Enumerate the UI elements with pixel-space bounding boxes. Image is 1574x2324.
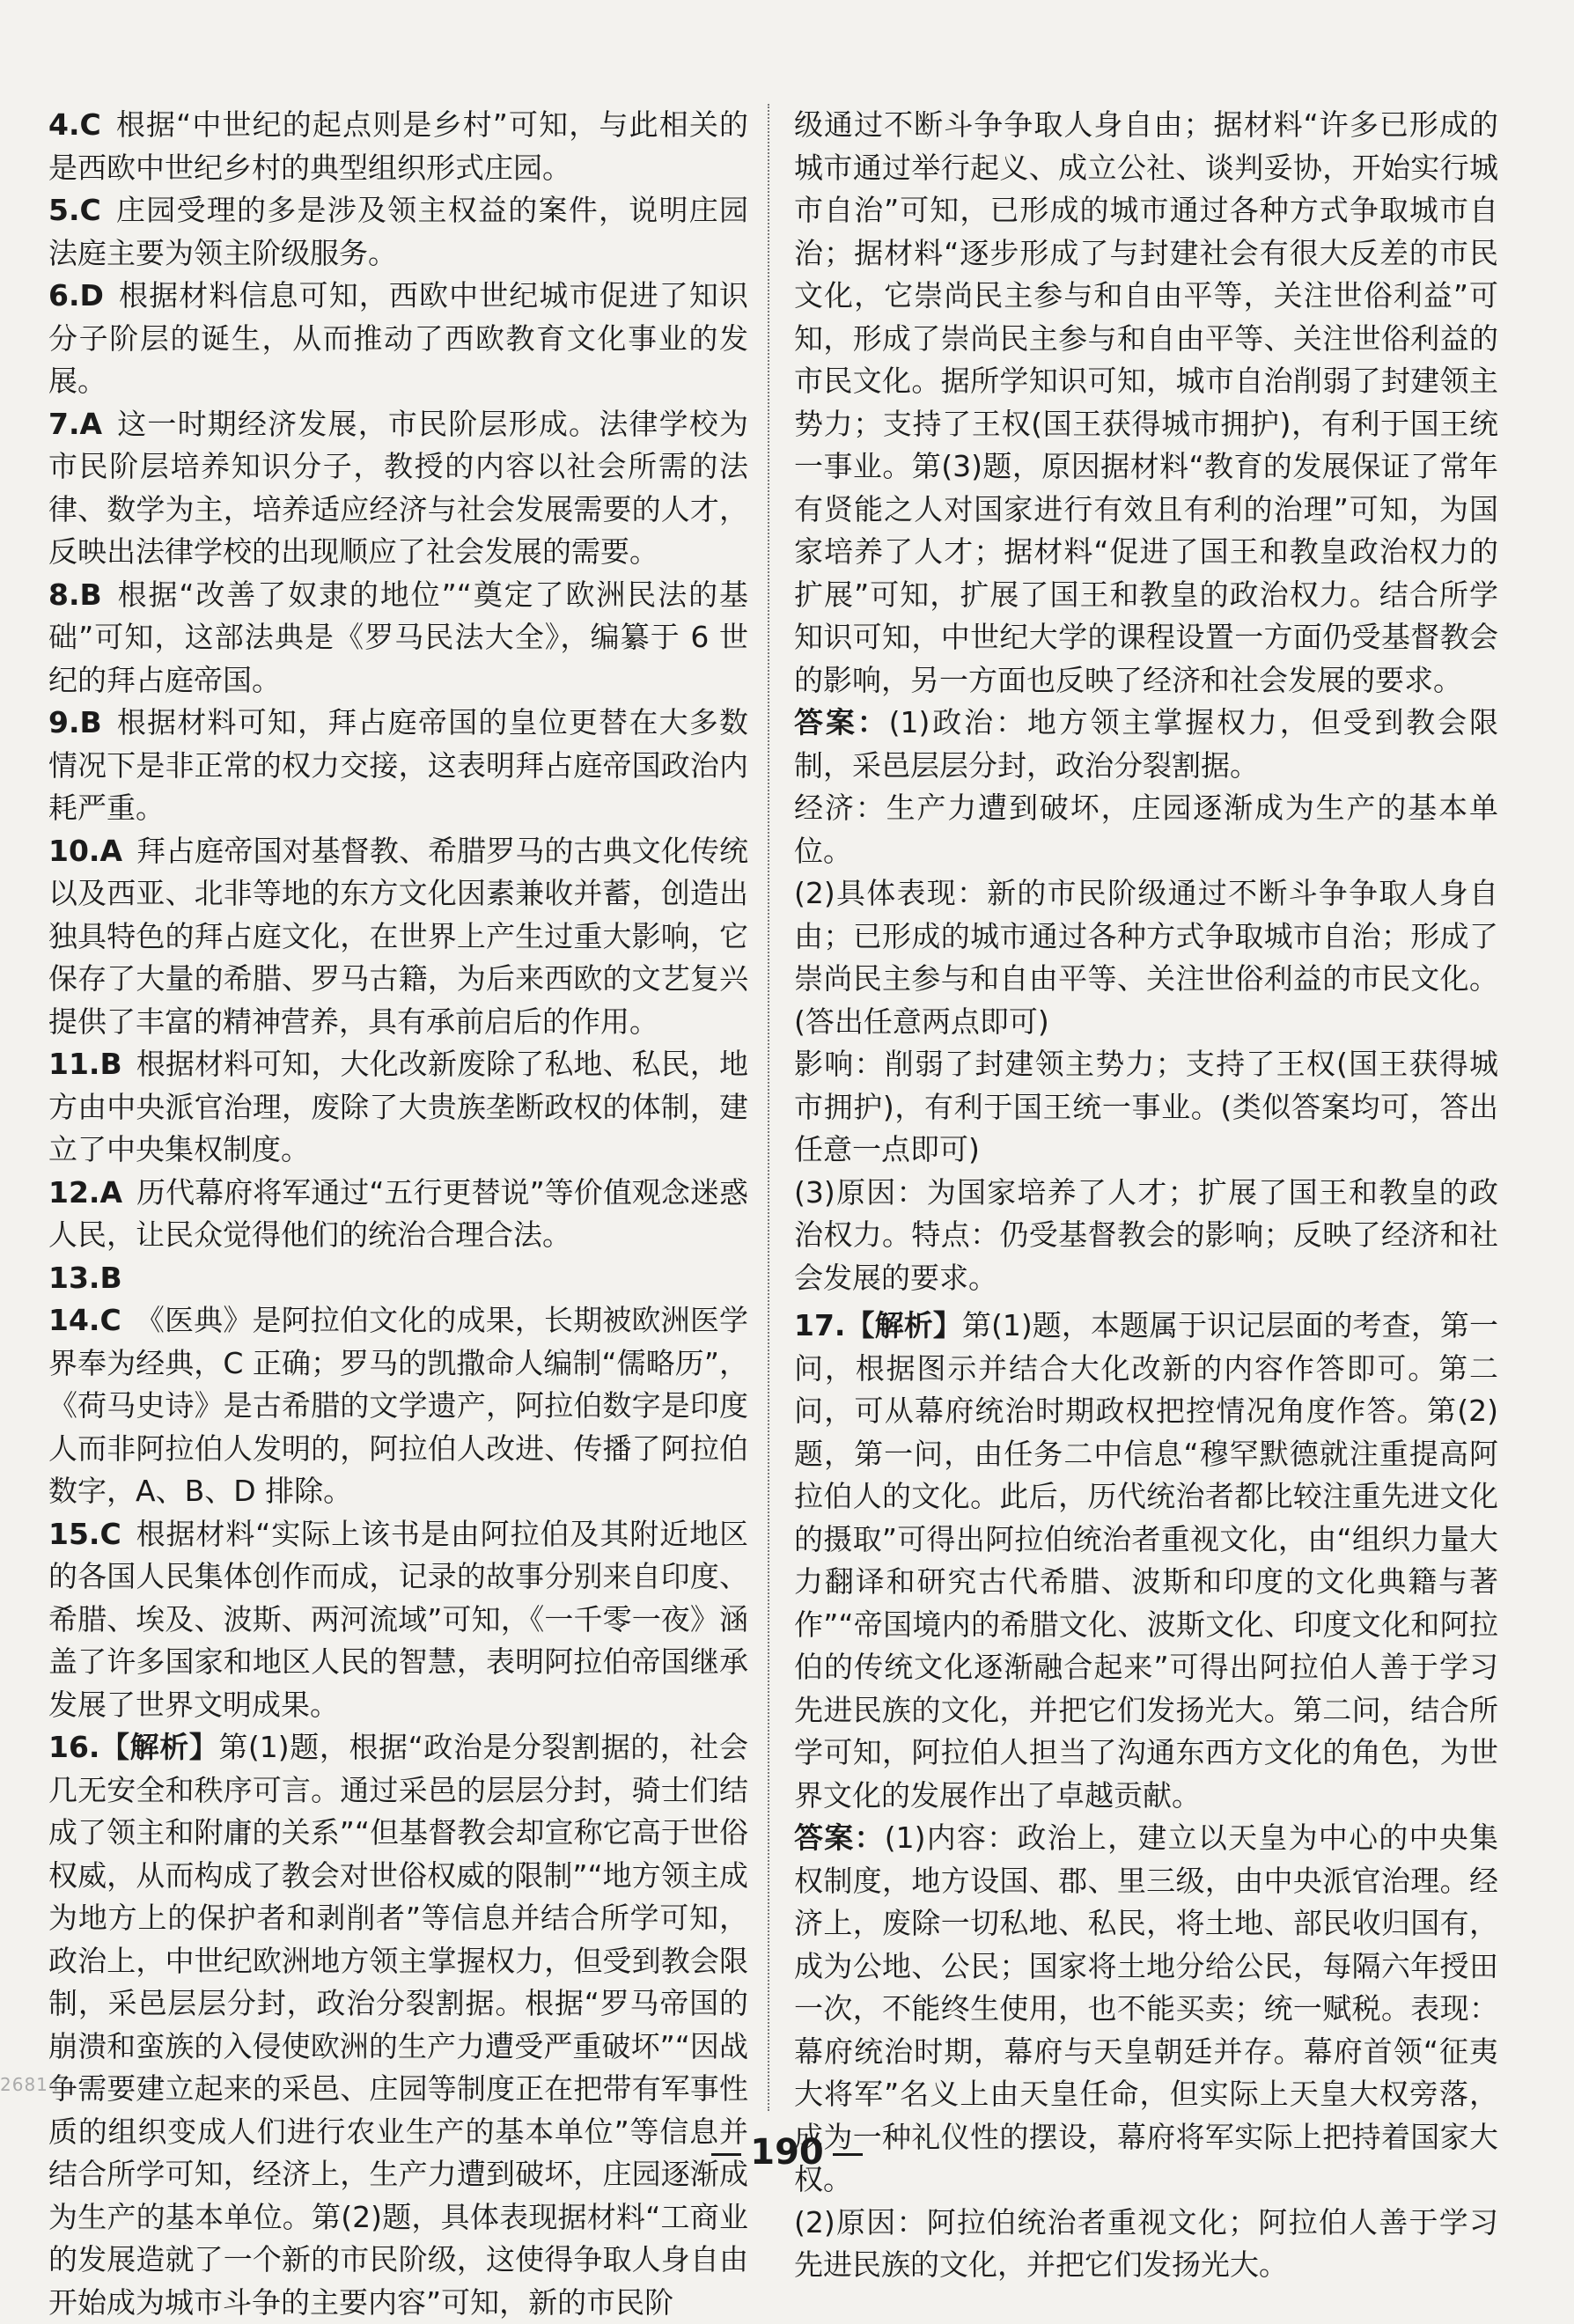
answer-choice: B bbox=[99, 1047, 122, 1081]
item-number: 8. bbox=[48, 577, 80, 612]
explanation: 这一时期经济发展，市民阶层形成。法律学校为市民阶层培养知识分子，教授的内容以社会所需的法律、数学为主，培养适应经济与社会发展需要的人才，反映出法律学校的出现顺应了社会发展的需要。 bbox=[48, 406, 748, 569]
explanation: 拜占庭帝国对基督教、希腊罗马的古典文化传统以及西亚、北非等地的东方文化因素兼收并蓄，创造出独具特色的拜占庭文化，在世界上产生过重大影响，它保存了大量的希腊、罗马古籍，为后来西欧的文艺复兴提供了丰富的精神营养，具有承前启后的作用。 bbox=[48, 833, 748, 1039]
item-number: 15. bbox=[48, 1516, 100, 1551]
footer-dash-right bbox=[833, 2153, 863, 2156]
item-number: 13. bbox=[48, 1260, 100, 1295]
item-number: 16. bbox=[48, 1730, 100, 1764]
explanation: 根据材料信息可知，西欧中世纪城市促进了知识分子阶层的诞生，从而推动了西欧教育文化事业的发展。 bbox=[48, 278, 748, 398]
answer-choice: A bbox=[79, 406, 103, 441]
answer-choice: C bbox=[99, 1303, 121, 1337]
answer-text: (1)政治：地方领主掌握权力，但受到教会限制，采邑层层分封，政治分裂割据。 bbox=[794, 705, 1498, 783]
footer-dash-left bbox=[711, 2153, 741, 2156]
answer-item-5 bbox=[48, 189, 748, 275]
answer-item-16 bbox=[48, 1726, 748, 2324]
q16-analysis-continued: 级通过不断斗争争取人身自由；据材料“许多已形成的城市通过举行起义、成立公社、谈判妥协，开始实行城市自治”可知，已形成的城市通过各种方式争取城市自治；据材料“逐步形成了与封建社会有很大反差的市民文化，它崇尚民主参与和自由平等，关注世俗利益”可知，形成了崇尚民主参与和自由平等、关注世俗利益的市民文化。据所学知识可知，城市自治削弱了封建领主势力；支持了王权(国王获得城市拥护)，有利于国王统一事业。第(3)题，原因据材料“教育的发展保证了常年有贤能之人对国家进行有效且有利的治理”可知，为国家培养了人才；据材料“促进了国王和教皇政治权力的扩展”可知，扩展了国王和教皇的政治权力。结合所学知识可知，中世纪大学的课程设置一方面仍受基督教会的影响，另一方面也反映了经济和社会发展的要求。 bbox=[794, 107, 1498, 697]
q17-answer-line-2: (2)原因：阿拉伯统治者重视文化；阿拉伯人善于学习先进民族的文化，并把它们发扬光大。 bbox=[794, 2204, 1498, 2282]
answer-choice: C bbox=[79, 107, 101, 142]
answer-item-12 bbox=[48, 1172, 748, 1257]
item-number: 6. bbox=[48, 278, 80, 313]
explanation: 根据“中世纪的起点则是乡村”可知，与此相关的是西欧中世纪乡村的典型组织形式庄园。 bbox=[48, 107, 748, 185]
item-number: 12. bbox=[48, 1174, 100, 1210]
analysis-tag: 【解析】 bbox=[99, 1730, 219, 1764]
q16-answer-line-1 bbox=[794, 702, 1498, 787]
item-number: 11. bbox=[48, 1047, 100, 1081]
page-footer bbox=[0, 2132, 1574, 2173]
item-number: 4. bbox=[48, 107, 80, 142]
answer-item-4 bbox=[48, 104, 748, 189]
explanation: 根据材料“实际上该书是由阿拉伯及其附近地区的各国人民集体创作而成，记录的故事分别来自印度、希腊、埃及、波斯、两河流域”可知，《一千零一夜》涵盖了许多国家和地区人民的智慧，表明阿拉伯帝国继承发展了世界文明成果。 bbox=[48, 1516, 748, 1722]
answer-item-10 bbox=[48, 830, 748, 1044]
answer-choice: B bbox=[79, 705, 102, 739]
explanation: 第(1)题，本题属于识记层面的考查，第一问，根据图示并结合大化改新的内容作答即可。第二问，可从幕府统治时期政权把控情况角度作答。第(2)题，第一问，由任务二中信息“穆罕默德就注重提高阿拉伯人的文化。此后，历代统治者都比较注重先进文化的摄取”可得出阿拉伯统治者重视文化，由“组织力量大力翻译和研究古代希腊、波斯和印度的文化典籍与著作”“帝国境内的希腊文化、波斯文化、印度文化和阿拉伯的传统文化逐渐融合起来”可得出阿拉伯人善于学习先进民族的文化，并把它们发扬光大。第二问，结合所学可知，阿拉伯人担当了沟通东西方文化的角色，为世界文化的发展作出了卓越贡献。 bbox=[794, 1308, 1498, 1813]
answer-choice: B bbox=[79, 577, 102, 612]
answer-item-13 bbox=[48, 1257, 748, 1300]
item-number: 14. bbox=[48, 1303, 100, 1337]
q16-answer-line-3: (2)具体表现：新的市民阶级通过不断斗争争取人身自由；已形成的城市通过各种方式争取城市自治；形成了崇尚民主参与和自由平等、关注世俗利益的市民文化。(答出任意两点即可) bbox=[794, 876, 1498, 1039]
answer-label: 答案： bbox=[794, 1820, 885, 1855]
answer-item-7 bbox=[48, 403, 748, 574]
explanation: 根据材料可知，大化改新废除了私地、私民，地方由中央派官治理，废除了大贵族垄断政权的体制，建立了中央集权制度。 bbox=[48, 1047, 748, 1166]
explanation: 历代幕府将军通过“五行更替说”等价值观念迷惑人民，让民众觉得他们的统治合理合法。 bbox=[48, 1174, 748, 1252]
answer-item-14 bbox=[48, 1299, 748, 1513]
answer-item-9 bbox=[48, 702, 748, 830]
side-margin-mark: 26814 bbox=[0, 2074, 61, 2095]
answer-choice: B bbox=[99, 1260, 122, 1295]
answer-choice: A bbox=[99, 1174, 123, 1210]
explanation: 《医典》是阿拉伯文化的成果，长期被欧洲医学界奉为经典，C 正确；罗马的凯撒命人编制“儒略历”，《荷马史诗》是古希腊的文学遗产，阿拉伯数字是印度人而非阿拉伯人发明的，阿拉伯人改进、传播了阿拉伯数字，A、B、D 排除。 bbox=[48, 1303, 748, 1508]
page-number: 190 bbox=[750, 2132, 824, 2173]
explanation: 根据“改善了奴隶的地位”“奠定了欧洲民法的基础”可知，这部法典是《罗马民法大全》，编纂于 6 世纪的拜占庭帝国。 bbox=[48, 577, 748, 697]
q16-answer-line-5: (3)原因：为国家培养了人才；扩展了国王和教皇的政治权力。特点：仍受基督教会的影响；反映了经济和社会发展的要求。 bbox=[794, 1174, 1498, 1295]
left-column bbox=[48, 104, 748, 2324]
answer-label: 答案： bbox=[794, 705, 889, 739]
explanation: 根据材料可知，拜占庭帝国的皇位更替在大多数情况下是非正常的权力交接，这表明拜占庭帝国政治内耗严重。 bbox=[48, 705, 748, 825]
q16-answer-line-4: 影响：削弱了封建领主势力；支持了王权(国王获得城市拥护)，有利于国王统一事业。(类似答案均可，答出任意一点即可) bbox=[794, 1047, 1498, 1166]
answer-choice: D bbox=[79, 278, 104, 313]
analysis-tag: 【解析】 bbox=[845, 1308, 962, 1342]
answer-item-15 bbox=[48, 1513, 748, 1727]
item-number: 17. bbox=[794, 1308, 846, 1342]
q17-analysis bbox=[794, 1305, 1498, 1817]
item-number: 10. bbox=[48, 833, 100, 868]
answer-choice: A bbox=[99, 833, 123, 868]
explanation: 庄园受理的多是涉及领主权益的案件，说明庄园法庭主要为领主阶级服务。 bbox=[48, 193, 748, 270]
answer-choice: C bbox=[99, 1516, 121, 1551]
column-divider bbox=[768, 104, 769, 2111]
answer-text: (1)内容：政治上，建立以天皇为中心的中央集权制度，地方设国、郡、里三级，由中央派官治理。经济上，废除一切私地、私民，将土地、部民收归国有，成为公地、公民；国家将土地分给公民，每隔六年授田一次，不能终生使用，也不能买卖；统一赋税。表现：幕府统治时期，幕府与天皇朝廷并存。幕府首领“征夷大将军”名义上由天皇任命，但实际上天皇大权旁落，成为一种礼仪性的摆设，幕府将军实际上把持着国家大权。 bbox=[794, 1820, 1498, 2196]
item-number: 9. bbox=[48, 705, 80, 739]
answer-choice: C bbox=[79, 193, 101, 227]
item-number: 5. bbox=[48, 193, 80, 227]
answer-item-6 bbox=[48, 275, 748, 403]
q16-answer-line-2: 经济：生产力遭到破坏，庄园逐渐成为生产的基本单位。 bbox=[794, 791, 1498, 868]
answer-item-8 bbox=[48, 574, 748, 702]
answer-item-11 bbox=[48, 1043, 748, 1172]
explanation: 第(1)题，根据“政治是分裂割据的，社会几无安全和秩序可言。通过采邑的层层分封，骑士们结成了领主和附庸的关系”“但基督教会却宣称它高于世俗权威，从而构成了教会对世俗权威的限制”“地方领主成为地方上的保护者和剥削者”等信息并结合所学可知，政治上，中世纪欧洲地方领主掌握权力，但受到教会限制，采邑层层分封，政治分裂割据。根据“罗马帝国的崩溃和蛮族的入侵使欧洲的生产力遭受严重破坏”“因战争需要建立起来的采邑、庄园等制度正在把带有军事性质的组织变成人们进行农业生产的基本单位”等信息并结合所学可知，经济上，生产力遭到破坏，庄园逐渐成为生产的基本单位。第(2)题，具体表现据材料“工商业的发展造就了一个新的市民阶级，这使得争取人身自由开始成为城市斗争的主要内容”可知，新的市民阶 bbox=[48, 1730, 749, 2320]
item-number: 7. bbox=[48, 406, 80, 441]
right-column bbox=[794, 104, 1498, 2287]
